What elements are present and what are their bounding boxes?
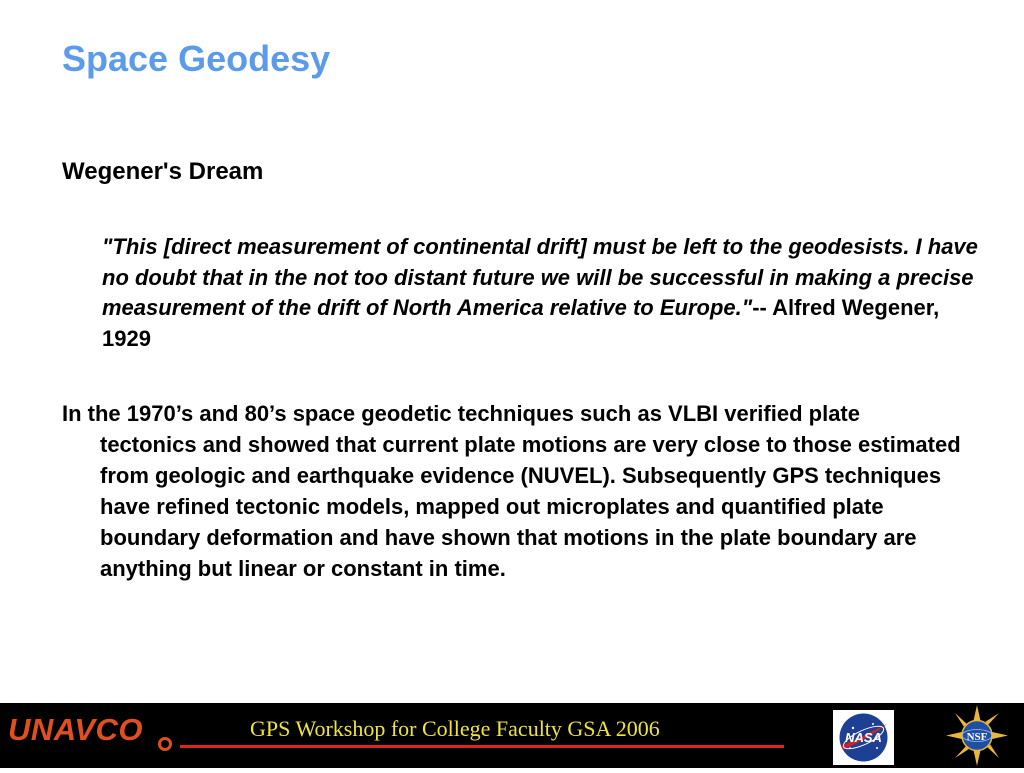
nasa-logo-text: NASA [845,730,882,745]
footer-caption: GPS Workshop for College Faculty GSA 2006 [250,716,660,741]
nasa-meatball-icon [833,710,894,765]
quote-attribution: -- Alfred Wegener, 1929 [102,295,940,351]
slide-title: Space Geodesy [62,38,331,79]
quote-text: "This [direct measurement of continental drift] must be left to the geodesists. I have no doubt that in the not too distant future we will be successful in making a precise measurement of the drift of North America relative to Europe." [102,234,978,320]
body-paragraph: In the 1970’s and 80’s space geodetic techniques such as VLBI verified plate tectonics and showed that current plate motions are very close to those estimated from geologic and earthquake evidence (NUVEL). Subsequently GPS techniques have refined tectonic models, mapped out microplates and quantified plate boundary deformation and have shown that motions in the plate boundary are anything but linear or constant in time. [62,401,961,581]
footer-divider-line [180,745,784,748]
slide-subtitle: Wegener's Dream [62,158,264,185]
unavco-logo: UNAVCO [8,712,144,747]
nasa-logo [833,710,894,765]
nsf-logo [944,703,1010,768]
unavco-swirl-icon [158,737,172,751]
nsf-globe-icon [944,703,1010,768]
nsf-logo-text: NSF [966,731,988,743]
quote-block [102,232,982,354]
